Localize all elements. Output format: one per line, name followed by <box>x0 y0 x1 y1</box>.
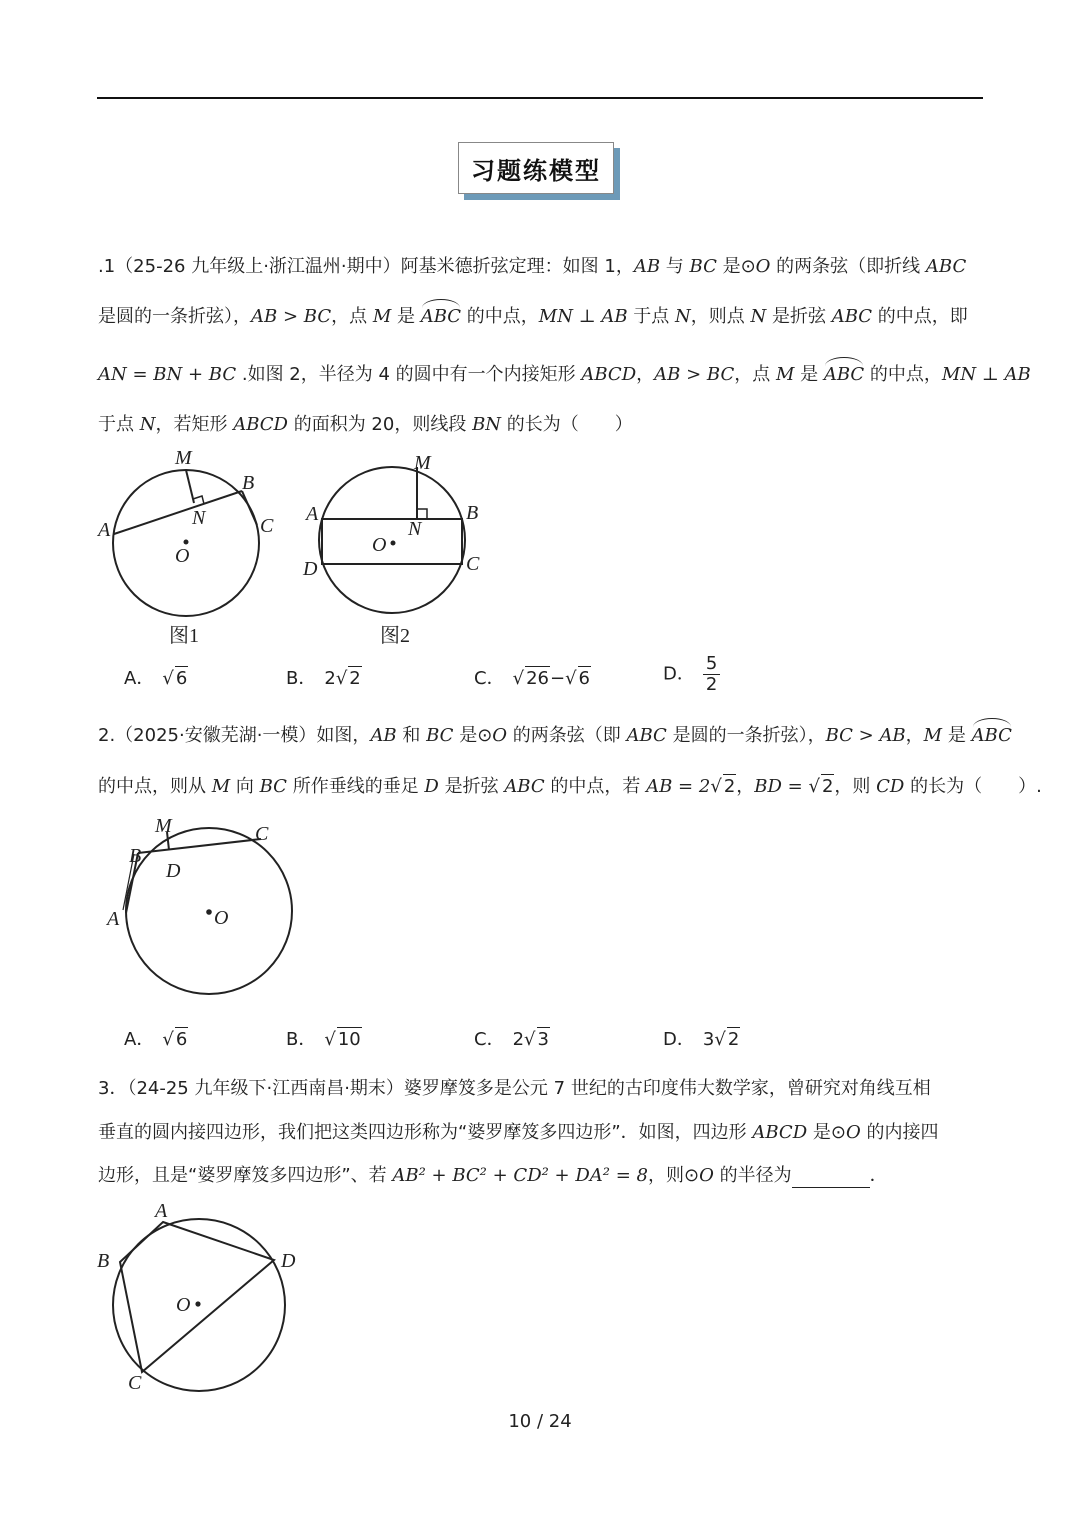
q1-math: ABC <box>925 256 967 277</box>
option-letter: B． <box>286 1029 317 1050</box>
q3-fig-label-d: D <box>281 1250 296 1272</box>
option-radicand: 26 <box>526 668 549 689</box>
q3-line-1 <box>98 1077 931 1101</box>
q2-option-a[interactable]: A． √ 6 <box>124 1029 188 1050</box>
option-letter: D． <box>663 1029 695 1050</box>
q1-text: ，点 <box>734 364 776 385</box>
q1-math: AB > BC <box>251 306 332 327</box>
q2-text: 是圆的一条折弦）， <box>666 725 826 746</box>
q1-option-a[interactable]: A． √ 6 <box>124 668 188 689</box>
fig2-circle <box>319 467 465 613</box>
q3-fig-label-b: B <box>97 1250 110 1272</box>
q2-text: ，则 <box>834 776 877 797</box>
q1-arc-math: ABC <box>823 364 865 385</box>
fig2-label-a: A <box>306 503 319 525</box>
q1-text: 与 <box>660 256 690 277</box>
q1-math: M <box>372 306 392 327</box>
fig2-label-d: D <box>303 558 318 580</box>
q2-text: 是 <box>942 725 972 746</box>
option-radicand: 2 <box>727 1029 740 1050</box>
q2-option-c[interactable]: C． 2√ 3 <box>474 1029 549 1050</box>
q3-text: 的内接四 <box>860 1122 939 1143</box>
q3-fig-label-c: C <box>128 1372 142 1394</box>
fig1-label-n: N <box>192 507 206 529</box>
q1-math: AB > BC <box>654 364 735 385</box>
q2-text: 的两条弦（即 <box>507 725 627 746</box>
answer-blank[interactable] <box>792 1169 870 1188</box>
option-fraction <box>703 654 720 695</box>
q2-math: D <box>424 776 439 797</box>
q2-text: 2.（2025·安徽芜湖·一模）如图， <box>98 725 371 746</box>
q2-math: ABC <box>626 725 667 746</box>
q2-fig-label-a: A <box>107 908 120 930</box>
q2-text: 的中点，若 <box>544 776 647 797</box>
fig2-label-m: M <box>414 452 431 474</box>
fig1-chord-ab <box>114 491 242 534</box>
option-coefficient: 3 <box>702 1029 715 1050</box>
q3-fig-label-a: A <box>155 1200 168 1222</box>
q3-math: ABCD <box>752 1122 808 1143</box>
q1-line-3 <box>98 363 1031 387</box>
q1-arc-math: ABC <box>420 306 462 327</box>
q3-fig-center-dot <box>195 1301 200 1306</box>
fig1-chord-bc <box>242 491 257 525</box>
q1-math: AN = BN + BC <box>98 364 237 385</box>
fraction-denominator: 2 <box>705 674 718 695</box>
option-coefficient: 2 <box>324 668 336 689</box>
q3-fig-quadrilateral <box>120 1222 274 1372</box>
fig2-label-o: O <box>372 534 387 556</box>
q1-text: 的长为（ ） <box>501 414 633 435</box>
q1-text: 于点 <box>627 306 676 327</box>
q1-text: ，若矩形 <box>155 414 234 435</box>
q3-text: ，则⊙ <box>648 1165 700 1186</box>
q3-text: 3．（24-25 九年级下·江西南昌·期末）婆罗摩笈多是公元 7 世纪的古印度伟大数学家，曾研究对角线互相 <box>98 1078 931 1099</box>
q1-text: 是 <box>794 364 824 385</box>
q2-math: BC <box>259 776 287 797</box>
q2-text: 的中点，则从 <box>98 776 212 797</box>
q2-math: BC <box>426 725 454 746</box>
q1-text: 是 <box>391 306 421 327</box>
option-operator: − <box>549 668 566 689</box>
q2-math: AB = 2 <box>646 776 711 797</box>
q1-text: ， <box>636 364 655 385</box>
option-radicand: 3 <box>537 1029 549 1050</box>
q1-figure-2 <box>296 445 496 650</box>
section-title-box <box>458 142 614 194</box>
q2-line-2: 的中点，则从 M 向 BC 所作垂线的垂足 D 是折弦 ABC 的中点，若 AB = 2√ 2，BD = √ 2，则 CD 的长为（ ）. <box>98 776 1042 797</box>
q1-math: ABCD <box>233 414 288 435</box>
q2-math: ABC <box>504 776 545 797</box>
fig1-center-dot <box>184 540 189 545</box>
option-coefficient: 2 <box>512 1029 525 1050</box>
q1-text: 的中点，即 <box>872 306 968 327</box>
fig2-label-b: B <box>466 502 479 524</box>
fig2-center-dot <box>391 541 396 546</box>
q1-math: BN <box>472 414 502 435</box>
fig1-label-a: A <box>98 519 111 541</box>
q3-math: AB² + BC² + CD² + DA² = 8 <box>392 1165 648 1186</box>
q2-radicand: 2 <box>821 776 834 797</box>
q1-math: N <box>750 306 767 327</box>
q1-math: N <box>139 414 156 435</box>
q1-line-4 <box>98 413 633 437</box>
option-radicand: 6 <box>175 668 188 689</box>
q1-line-2 <box>98 305 968 329</box>
q2-text: 是⊙ <box>453 725 493 746</box>
q1-text: 的两条弦（即折线 <box>770 256 926 277</box>
q2-fig-label-d: D <box>166 860 181 882</box>
q2-text: 向 <box>230 776 260 797</box>
q2-math: CD <box>876 776 905 797</box>
page-number: 10 / 24 <box>508 1411 572 1432</box>
q3-math: O <box>699 1165 714 1186</box>
fig2-caption: 图2 <box>380 625 410 647</box>
q2-math: M <box>923 725 943 746</box>
fig1-label-b: B <box>242 472 255 494</box>
q1-math: N <box>675 306 691 327</box>
q2-text: 的长为（ ）. <box>904 776 1042 797</box>
q1-text: 的面积为 20，则线段 <box>287 414 473 435</box>
option-letter: B． <box>286 668 317 689</box>
q1-text: 是圆的一条折弦）， <box>98 306 251 327</box>
section-title: 习题练模型 <box>471 156 601 185</box>
q1-math: O <box>755 256 771 277</box>
q3-figure <box>92 1196 307 1396</box>
q2-fig-label-c: C <box>255 823 269 845</box>
q1-text: 的中点， <box>864 364 942 385</box>
q1-math: BC <box>689 256 717 277</box>
q2-math: M <box>211 776 231 797</box>
q1-math: ABCD <box>581 364 637 385</box>
q1-math: ABC <box>831 306 873 327</box>
option-radicand: 6 <box>175 1029 188 1050</box>
q1-math: M <box>775 364 795 385</box>
q3-text: 垂直的圆内接四边形，我们把这类四边形称为“婆罗摩笈多四边形”．如图，四边形 <box>98 1122 753 1143</box>
q2-text: 所作垂线的垂足 <box>286 776 425 797</box>
q2-math: AB <box>370 725 397 746</box>
q2-figure <box>100 810 300 1010</box>
fig1-label-o: O <box>175 545 190 567</box>
option-letter: D． <box>663 663 695 685</box>
q2-math: O <box>492 725 508 746</box>
q2-radicand: 2 <box>723 776 736 797</box>
q1-text: 是⊙ <box>716 256 756 277</box>
q3-fig-label-o: O <box>176 1294 191 1316</box>
option-letter: A． <box>124 668 155 689</box>
fig1-label-c: C <box>260 515 274 537</box>
q3-text: 边形，且是“婆罗摩笈多四边形”、若 <box>98 1165 393 1186</box>
fig1-label-m: M <box>175 447 192 469</box>
option-radicand: 6 <box>578 668 590 689</box>
q2-math: BC > AB <box>825 725 906 746</box>
q2-line-1 <box>98 724 1012 748</box>
q1-text: .如图 2，半径为 4 的圆中有一个内接矩形 <box>236 364 582 385</box>
header-rule <box>97 97 983 99</box>
option-radicand: 2 <box>349 668 361 689</box>
q1-option-c[interactable]: C． √ 26−√ 6 <box>474 668 590 689</box>
option-radicand: 10 <box>337 1029 361 1050</box>
q1-figure-1 <box>95 445 295 650</box>
q1-text: ，则点 <box>690 306 751 327</box>
q2-text: ， <box>905 725 924 746</box>
fig2-label-c: C <box>466 553 480 575</box>
q1-math: AB <box>633 256 661 277</box>
q3-text: 的半径为 <box>713 1165 792 1186</box>
q2-text: 和 <box>396 725 427 746</box>
q1-option-d[interactable] <box>663 654 720 695</box>
option-letter: A． <box>124 1029 155 1050</box>
fig2-label-n: N <box>408 518 422 540</box>
option-letter: C． <box>474 668 505 689</box>
q1-text: .1（25-26 九年级上·浙江温州·期中）阿基米德折弦定理：如图 1， <box>98 256 634 277</box>
q2-fig-label-m: M <box>155 815 172 837</box>
option-letter: C． <box>474 1029 505 1050</box>
q3-text: ． <box>869 1165 888 1186</box>
q1-line-1 <box>98 255 966 279</box>
q3-line-3 <box>98 1164 888 1188</box>
q3-math: O <box>845 1122 861 1143</box>
q2-option-b[interactable]: B． √ 10 <box>286 1029 361 1050</box>
q2-fig-label-b: B <box>129 845 142 867</box>
q2-arc-math: ABC <box>971 725 1012 746</box>
q1-text: 的中点， <box>461 306 539 327</box>
fig1-caption: 图1 <box>169 625 199 647</box>
q1-math: MN ⊥ AB <box>538 306 628 327</box>
fig1-segment-mn <box>186 470 194 503</box>
q2-math: BD = <box>754 776 809 797</box>
q2-text: 是折弦 <box>438 776 505 797</box>
q2-fig-center-dot <box>206 909 212 915</box>
q1-text: ，点 <box>331 306 373 327</box>
fraction-numerator: 5 <box>703 654 720 675</box>
q1-option-b[interactable]: B． 2√ 2 <box>286 668 361 689</box>
q3-text: 是⊙ <box>807 1122 846 1143</box>
q2-fig-label-o: O <box>214 907 229 929</box>
q1-text: 是折弦 <box>766 306 832 327</box>
q2-option-d[interactable]: D． 3√ 2 <box>663 1029 740 1050</box>
q1-math: MN ⊥ AB <box>941 364 1031 385</box>
q3-line-2 <box>98 1121 938 1145</box>
q1-text: 于点 <box>98 414 140 435</box>
q2-text: ， <box>736 776 755 797</box>
